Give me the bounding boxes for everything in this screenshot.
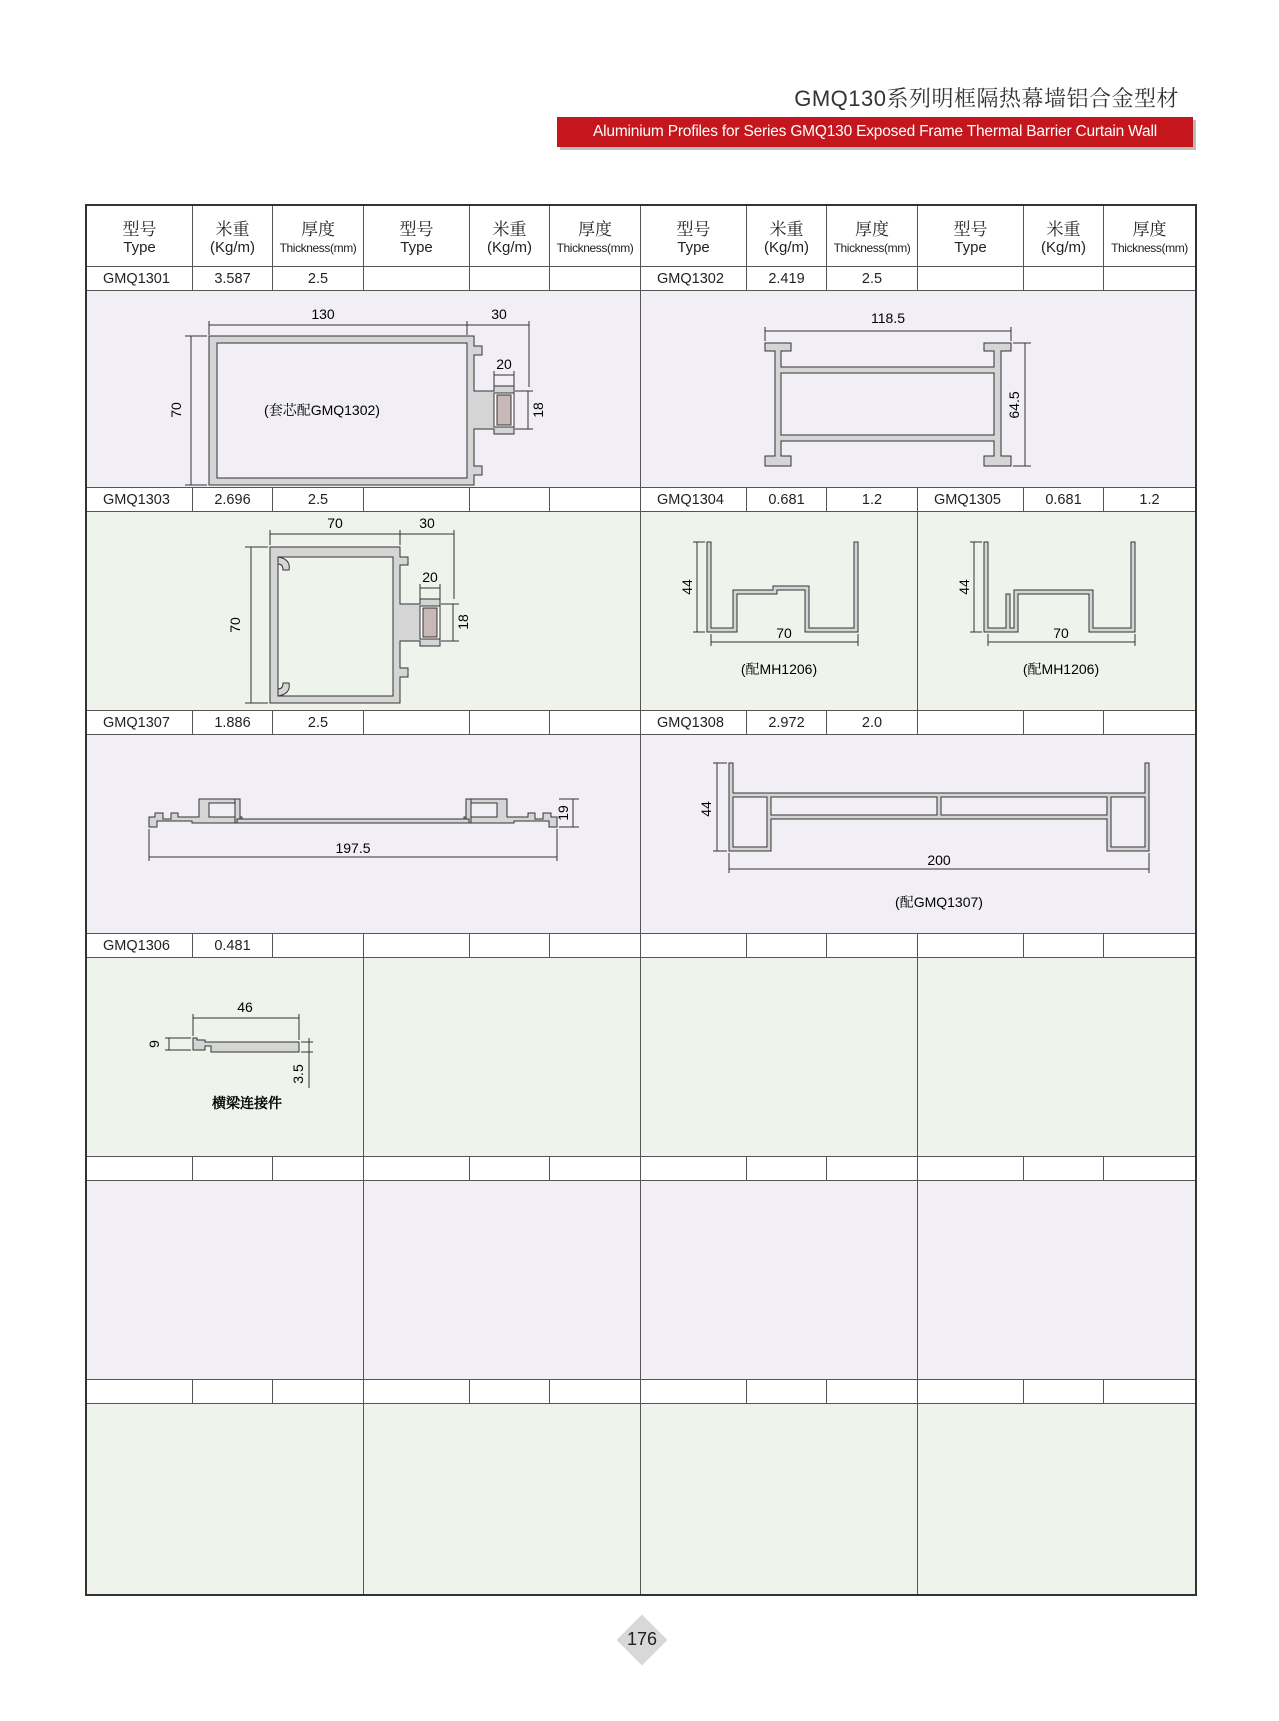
profile-table xyxy=(85,204,1197,1596)
cell-weight: 2.419 xyxy=(747,267,827,291)
cell-thickness: 1.2 xyxy=(827,488,918,512)
header-thickness xyxy=(827,206,918,267)
cell-thickness xyxy=(827,1380,918,1404)
cell-type: GMQ1306 xyxy=(87,934,193,958)
cell-thickness: 2.0 xyxy=(827,711,918,735)
subtitle-band xyxy=(557,117,1193,147)
cell-thickness xyxy=(827,934,918,958)
gmq1303-dim-20: 20 xyxy=(422,569,438,585)
cell-type xyxy=(918,1380,1024,1404)
header-thickness-cn: 厚度 xyxy=(301,220,335,239)
header-thickness-cn: 厚度 xyxy=(855,220,889,239)
empty-panel xyxy=(364,958,641,1157)
empty-panel xyxy=(641,1404,918,1594)
gmq1305-dim-70: 70 xyxy=(1053,625,1069,641)
cell-type xyxy=(364,711,470,735)
cell-thickness: 2.5 xyxy=(273,711,364,735)
header-thickness-cn: 厚度 xyxy=(578,220,612,239)
header-type-cn: 型号 xyxy=(122,220,157,239)
drawing-panel-gmq1307 xyxy=(87,735,641,934)
header-weight-en: (Kg/m) xyxy=(1041,239,1086,256)
cell-type xyxy=(87,1380,193,1404)
cell-weight xyxy=(1024,934,1104,958)
cell-weight: 2.696 xyxy=(193,488,273,512)
gmq1302-dim-118-5: 118.5 xyxy=(871,310,905,326)
page-title: GMQ130系列明框隔热幕墙铝合金型材 xyxy=(794,86,1179,111)
cell-thickness xyxy=(827,1157,918,1181)
cell-thickness xyxy=(1104,1380,1195,1404)
header-weight-cn: 米重 xyxy=(1046,220,1081,239)
cell-weight xyxy=(470,267,550,291)
cell-thickness: 1.2 xyxy=(1104,488,1195,512)
cell-type: GMQ1307 xyxy=(87,711,193,735)
gmq1305-dim-44: 44 xyxy=(956,579,972,595)
header-weight-cn: 米重 xyxy=(769,220,804,239)
cell-type xyxy=(364,267,470,291)
header-weight-en: (Kg/m) xyxy=(210,239,255,256)
drawing-panel-gmq1308 xyxy=(641,735,1195,934)
gmq1307-drawing xyxy=(87,735,641,934)
gmq1308-dim-44: 44 xyxy=(698,801,714,817)
cell-thickness xyxy=(273,934,364,958)
empty-panel xyxy=(87,1404,364,1594)
cell-weight xyxy=(193,1157,273,1181)
header-weight-cn: 米重 xyxy=(492,220,527,239)
cell-weight xyxy=(747,1157,827,1181)
page-number: 176 xyxy=(626,1629,658,1649)
header-type xyxy=(87,206,193,267)
gmq1304-note: (配MH1206) xyxy=(740,661,818,677)
gmq1303-dim-70: 70 xyxy=(327,515,343,531)
empty-panel xyxy=(641,958,918,1157)
cell-type xyxy=(87,1157,193,1181)
header-type-en: Type xyxy=(123,239,156,256)
gmq1303-dim-30: 30 xyxy=(419,515,435,531)
header-weight-en: (Kg/m) xyxy=(764,239,809,256)
gmq1305-drawing xyxy=(918,512,1195,711)
gmq1301-dim-70: 70 xyxy=(168,402,184,418)
gmq1307-dim-19: 19 xyxy=(555,805,571,821)
gmq1304-drawing xyxy=(641,512,918,711)
header-type-en: Type xyxy=(400,239,433,256)
empty-panel xyxy=(364,1404,641,1594)
header-type-cn: 型号 xyxy=(399,220,434,239)
cell-type: GMQ1303 xyxy=(87,488,193,512)
cell-type xyxy=(364,934,470,958)
header-thickness-en: Thickness(mm) xyxy=(279,241,357,255)
cell-thickness xyxy=(550,488,641,512)
cell-thickness: 2.5 xyxy=(273,267,364,291)
gmq1301-dim-18: 18 xyxy=(530,402,546,418)
cell-weight xyxy=(1024,1380,1104,1404)
cell-thickness: 2.5 xyxy=(827,267,918,291)
empty-panel xyxy=(641,1181,918,1380)
cell-weight xyxy=(470,711,550,735)
cell-type xyxy=(918,1157,1024,1181)
cell-type: GMQ1304 xyxy=(641,488,747,512)
cell-type: GMQ1308 xyxy=(641,711,747,735)
header-thickness xyxy=(1104,206,1195,267)
gmq1306-note: 横梁连接件 xyxy=(212,1095,282,1111)
gmq1303-drawing xyxy=(87,512,641,711)
header-weight xyxy=(1024,206,1104,267)
cell-type xyxy=(364,1157,470,1181)
gmq1304-dim-44: 44 xyxy=(679,579,695,595)
cell-weight xyxy=(193,1380,273,1404)
header-weight-en: (Kg/m) xyxy=(487,239,532,256)
header-thickness-cn: 厚度 xyxy=(1132,220,1167,239)
gmq1306-dim-3-5: 3.5 xyxy=(290,1064,306,1084)
header-weight xyxy=(747,206,827,267)
cell-thickness xyxy=(1104,711,1195,735)
cell-weight xyxy=(1024,267,1104,291)
cell-type xyxy=(641,1380,747,1404)
gmq1302-dim-64-5: 64.5 xyxy=(1006,391,1022,419)
cell-thickness xyxy=(1104,934,1195,958)
gmq1305-note: (配MH1206) xyxy=(1022,661,1100,677)
cell-weight xyxy=(1024,711,1104,735)
cell-weight: 1.886 xyxy=(193,711,273,735)
cell-type xyxy=(641,934,747,958)
cell-thickness xyxy=(273,1157,364,1181)
gmq1308-note: (配GMQ1307) xyxy=(895,894,983,910)
empty-panel xyxy=(364,1181,641,1380)
empty-panel xyxy=(918,958,1195,1157)
cell-weight: 0.681 xyxy=(1024,488,1104,512)
cell-type: GMQ1305 xyxy=(918,488,1024,512)
drawing-panel-gmq1304 xyxy=(641,512,918,711)
gmq1307-dim-197-5: 197.5 xyxy=(335,840,371,856)
cell-thickness xyxy=(550,711,641,735)
header-type-cn: 型号 xyxy=(953,220,988,239)
gmq1308-dim-200: 200 xyxy=(927,852,951,868)
header-thickness-en: Thickness(mm) xyxy=(833,241,911,255)
gmq1301-dim-30: 30 xyxy=(491,306,507,322)
drawing-panel-gmq1306 xyxy=(87,958,364,1157)
cell-type: GMQ1301 xyxy=(87,267,193,291)
empty-panel xyxy=(87,1181,364,1380)
header-type-en: Type xyxy=(954,239,987,256)
cell-weight xyxy=(470,488,550,512)
header-type xyxy=(918,206,1024,267)
cell-weight: 2.972 xyxy=(747,711,827,735)
cell-weight xyxy=(747,1380,827,1404)
cell-type xyxy=(918,934,1024,958)
gmq1306-dim-46: 46 xyxy=(237,999,253,1015)
drawing-panel-gmq1303 xyxy=(87,512,641,711)
cell-weight xyxy=(1024,1157,1104,1181)
header-type-en: Type xyxy=(677,239,710,256)
gmq1301-drawing xyxy=(87,291,641,488)
cell-thickness xyxy=(550,267,641,291)
gmq1303-dim-18: 18 xyxy=(455,614,471,630)
cell-weight: 3.587 xyxy=(193,267,273,291)
cell-thickness xyxy=(273,1380,364,1404)
cell-weight: 0.481 xyxy=(193,934,273,958)
empty-panel xyxy=(918,1404,1195,1594)
cell-type xyxy=(364,1380,470,1404)
header-weight-cn: 米重 xyxy=(215,220,250,239)
cell-weight: 0.681 xyxy=(747,488,827,512)
page-subtitle: Aluminium Profiles for Series GMQ130 Exposed Frame Thermal Barrier Curtain Wall xyxy=(593,123,1157,140)
header-thickness-en: Thickness(mm) xyxy=(556,241,634,255)
cell-thickness xyxy=(550,1157,641,1181)
gmq1301-dim-20: 20 xyxy=(496,356,512,372)
header-type-cn: 型号 xyxy=(676,220,711,239)
gmq1304-dim-70: 70 xyxy=(776,625,792,641)
header-weight xyxy=(193,206,273,267)
header-type xyxy=(364,206,470,267)
gmq1302-drawing xyxy=(641,291,1195,488)
gmq1308-drawing xyxy=(641,735,1195,934)
cell-type xyxy=(641,1157,747,1181)
cell-thickness: 2.5 xyxy=(273,488,364,512)
gmq1301-note: (套芯配GMQ1302) xyxy=(264,402,380,418)
drawing-panel-gmq1302 xyxy=(641,291,1195,488)
page-number-badge xyxy=(614,1612,670,1668)
header-thickness xyxy=(273,206,364,267)
drawing-panel-gmq1301 xyxy=(87,291,641,488)
gmq1306-dim-9: 9 xyxy=(146,1040,162,1048)
cell-type xyxy=(364,488,470,512)
gmq1303-dim-70-height: 70 xyxy=(227,617,243,633)
cell-type: GMQ1302 xyxy=(641,267,747,291)
gmq1306-drawing xyxy=(87,958,364,1157)
cell-thickness xyxy=(550,1380,641,1404)
header-thickness-en: Thickness(mm) xyxy=(1111,241,1188,255)
header-weight xyxy=(470,206,550,267)
empty-panel xyxy=(918,1181,1195,1380)
header-type xyxy=(641,206,747,267)
drawing-panel-gmq1305 xyxy=(918,512,1195,711)
cell-thickness xyxy=(1104,267,1195,291)
cell-thickness xyxy=(550,934,641,958)
cell-type xyxy=(918,267,1024,291)
cell-weight xyxy=(470,1380,550,1404)
cell-weight xyxy=(470,1157,550,1181)
cell-weight xyxy=(470,934,550,958)
cell-thickness xyxy=(1104,1157,1195,1181)
header-thickness xyxy=(550,206,641,267)
cell-weight xyxy=(747,934,827,958)
cell-type xyxy=(918,711,1024,735)
gmq1301-dim-130: 130 xyxy=(311,306,335,322)
